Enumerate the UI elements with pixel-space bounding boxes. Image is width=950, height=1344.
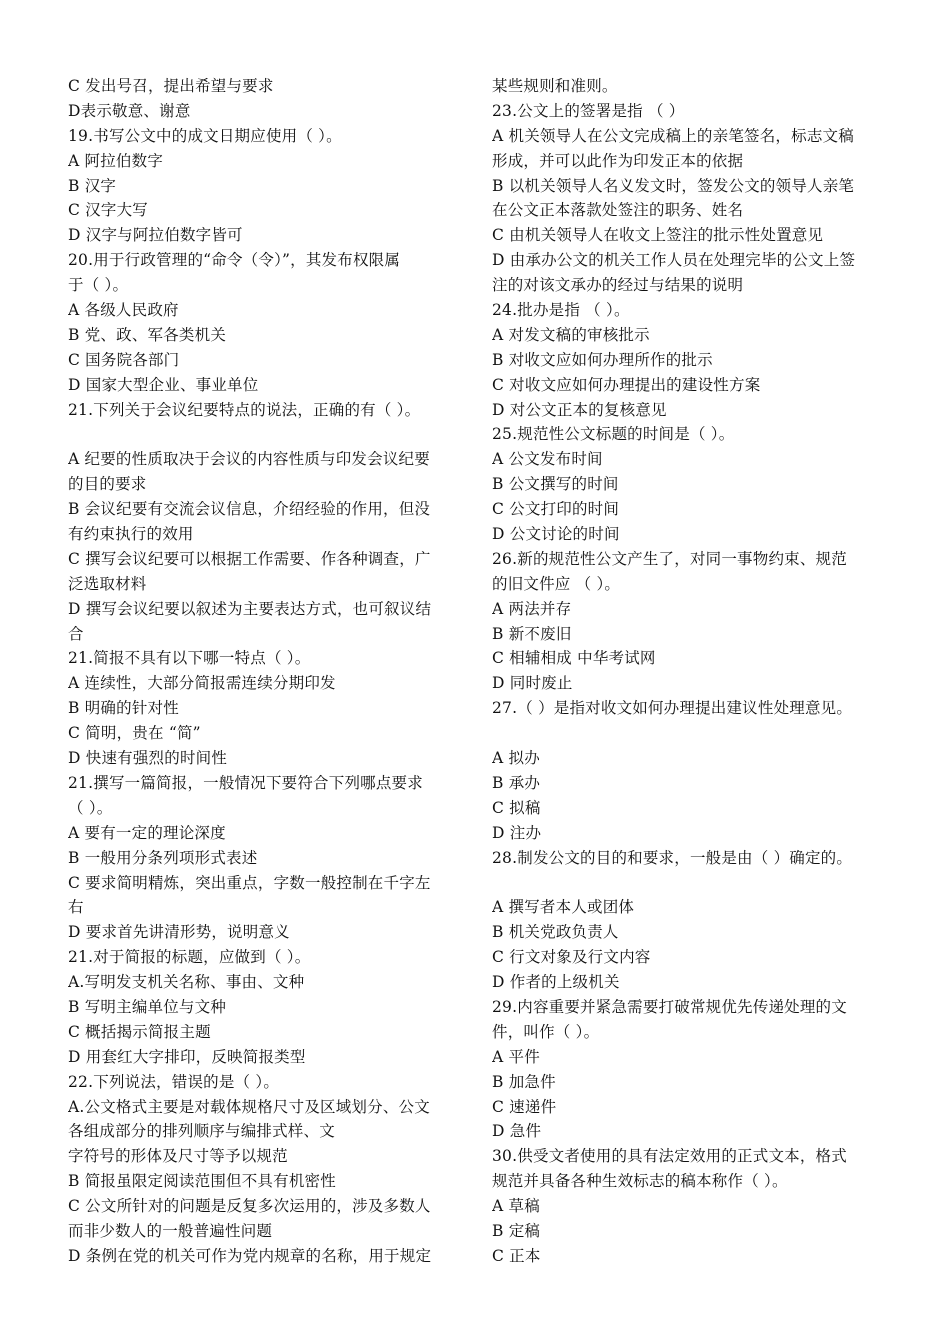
text-line: C 相辅相成 中华考试网 (492, 649, 656, 668)
text-line: A 拟办 (492, 749, 540, 768)
text-line: A 两法并存 (492, 599, 572, 618)
text-line: 21.下列关于会议纪要特点的说法，正确的有（ ）。 (68, 400, 421, 419)
text-line: C 拟稿 (492, 798, 541, 817)
text-line: C 对收文应如何办理提出的建设性方案 (492, 375, 761, 394)
text-line: D 要求首先讲清形势，说明意义 (68, 923, 290, 942)
text-line: 21.简报不具有以下哪一特点（ ）。 (68, 649, 311, 668)
text-line: B 写明主编单位与文种 (68, 997, 227, 1016)
text-line: D 汉字与阿拉伯数字皆可 (68, 226, 243, 245)
text-line: 21.对于简报的标题，应做到（ ）。 (68, 948, 311, 967)
text-line: A.写明发支机关名称、事由、文种 (68, 973, 305, 992)
text-line: C 发出号召，提出希望与要求 (68, 77, 274, 95)
text-line: B 一般用分条列项形式表述 (68, 848, 258, 867)
text-line: A 公文发布时间 (492, 450, 603, 469)
text-line: 于（ ）。 (68, 276, 129, 295)
text-line: B 汉字 (68, 176, 117, 195)
text-line: 30.供受文者使用的具有法定效用的正式文本，格式 (492, 1147, 847, 1166)
text-line: C 汉字大写 (68, 201, 148, 220)
text-line: 29.内容重要并紧急需要打破常规优先传递处理的文 (492, 997, 847, 1016)
text-line: B 简报虽限定阅读范围但不具有机密性 (68, 1172, 336, 1191)
text-line: 在公文正本落款处签注的职务、姓名 (492, 201, 744, 220)
text-line: C 速递件 (492, 1097, 557, 1116)
text-line: A 各级人民政府 (68, 301, 179, 320)
text-line: 20.用于行政管理的“命令（令）”，其发布权限属 (68, 251, 401, 270)
text-line: 字符号的形体及尺寸等予以规范 (68, 1147, 288, 1166)
text-line: C 正本 (492, 1246, 541, 1265)
text-line: 有约束执行的效用 (68, 525, 194, 544)
text-line: B 定稿 (492, 1221, 541, 1240)
text-line: 23.公文上的签署是指 （ ） (492, 101, 685, 120)
text-line: 25.规范性公文标题的时间是（ ）。 (492, 425, 735, 444)
text-line: D 用套红大字排印，反映简报类型 (68, 1047, 306, 1066)
text-line: C 公文所针对的问题是反复多次运用的，涉及多数人 (68, 1197, 431, 1216)
text-line: 27.（ ）是指对收文如何办理提出建议性处理意见。 (492, 699, 853, 718)
text-line: B 新不废旧 (492, 624, 572, 643)
text-line: D 注办 (492, 823, 542, 842)
text-line: A 要有一定的理论深度 (68, 823, 226, 842)
text-line: D 作者的上级机关 (492, 973, 620, 992)
text-line: B 明确的针对性 (68, 699, 179, 718)
text-line: A 阿拉伯数字 (68, 151, 164, 170)
text-line: A 对发文稿的审核批示 (492, 325, 650, 344)
text-line: B 机关党政负责人 (492, 923, 619, 942)
text-line: A 机关领导人在公文完成稿上的亲笔签名，标志文稿 (492, 126, 854, 145)
text-line: 注的对该文承办的经过与结果的说明 (492, 276, 744, 295)
text-line: B 党、政、军各类机关 (68, 325, 227, 344)
text-line: D 急件 (492, 1122, 542, 1141)
text-line: 某些规则和准则。 (492, 77, 618, 95)
text-line: 形成，并可以此作为印发正本的依据 (492, 151, 744, 170)
text-line: 件，叫作（ ）。 (492, 1022, 600, 1041)
text-line: 19.书写公文中的成文日期应使用（ ）。 (68, 126, 342, 145)
text-line (492, 721, 884, 746)
text-line: B 加急件 (492, 1072, 556, 1091)
text-line: A 撰写者本人或团体 (492, 898, 635, 917)
left-column (68, 74, 460, 1269)
text-line: A.公文格式主要是对载体规格尺寸及区域划分、公文 (68, 1097, 430, 1116)
text-line: D 撰写会议纪要以叙述为主要表达方式，也可叙议结 (68, 599, 432, 618)
text-line: C 撰写会议纪要可以根据工作需要、作各种调查，广 (68, 549, 431, 568)
text-line: 规范并具备各种生效标志的稿本称作（ ）。 (492, 1172, 788, 1191)
text-line: D 条例在党的机关可作为党内规章的名称，用于规定 (68, 1246, 432, 1265)
text-line: C 简明，贵在 “简” (68, 724, 201, 743)
text-line (492, 871, 884, 896)
text-line: C 要求简明精炼，突出重点，字数一般控制在千字左 (68, 873, 431, 892)
text-line: C 概括揭示简报主题 (68, 1022, 211, 1041)
text-line: C 行文对象及行文内容 (492, 948, 651, 967)
text-line: D 快速有强烈的时间性 (68, 749, 228, 768)
text-line: A 平件 (492, 1047, 540, 1066)
text-line: C 国务院各部门 (68, 350, 180, 369)
text-line: A 连续性，大部分简报需连续分期印发 (68, 674, 336, 693)
text-line: 泛选取材料 (68, 574, 147, 593)
text-line: 28.制发公文的目的和要求，一般是由（ ）确定的。 (492, 848, 853, 867)
text-line: C 公文打印的时间 (492, 500, 620, 519)
text-line: D 同时废止 (492, 674, 573, 693)
text-line: B 对收文应如何办理所作的批示 (492, 350, 713, 369)
text-line: 22.下列说法，错误的是（ ）。 (68, 1072, 280, 1091)
text-line: D 对公文正本的复核意见 (492, 400, 667, 419)
text-line: A 纪要的性质取决于会议的内容性质与印发会议纪要 (68, 450, 430, 469)
text-line: B 公文撰写的时间 (492, 475, 619, 494)
text-line: B 会议纪要有交流会议信息，介绍经验的作用，但没 (68, 500, 431, 519)
text-line: D 国家大型企业、事业单位 (68, 375, 259, 394)
text-line: 的目的要求 (68, 475, 147, 494)
text-line: B 以机关领导人名义发文时，签发公文的领导人亲笔 (492, 176, 855, 195)
text-line: 21.撰写一篇简报，一般情况下要符合下列哪点要求 (68, 773, 423, 792)
text-line: 各组成部分的排列顺序与编排式样、文 (68, 1122, 335, 1141)
text-line: D 由承办公文的机关工作人员在处理完毕的公文上签 (492, 251, 856, 270)
text-line: 合 (68, 624, 84, 643)
text-line: 而非少数人的一般普遍性问题 (68, 1221, 273, 1240)
text-line: D表示敬意、谢意 (68, 101, 191, 120)
text-line (68, 422, 460, 447)
text-line: B 承办 (492, 773, 541, 792)
text-line: A 草稿 (492, 1197, 540, 1216)
text-line: 右 (68, 898, 84, 917)
right-column (492, 74, 884, 1269)
text-line: D 公文讨论的时间 (492, 525, 620, 544)
text-line: 26.新的规范性公文产生了，对同一事物约束、规范 (492, 549, 847, 568)
text-line: （ ）。 (68, 798, 113, 817)
text-line: 24.批办是指 （ ）。 (492, 301, 630, 320)
text-line: C 由机关领导人在收文上签注的批示性处置意见 (492, 226, 824, 245)
text-line: 的旧文件应 （ ）。 (492, 574, 621, 593)
